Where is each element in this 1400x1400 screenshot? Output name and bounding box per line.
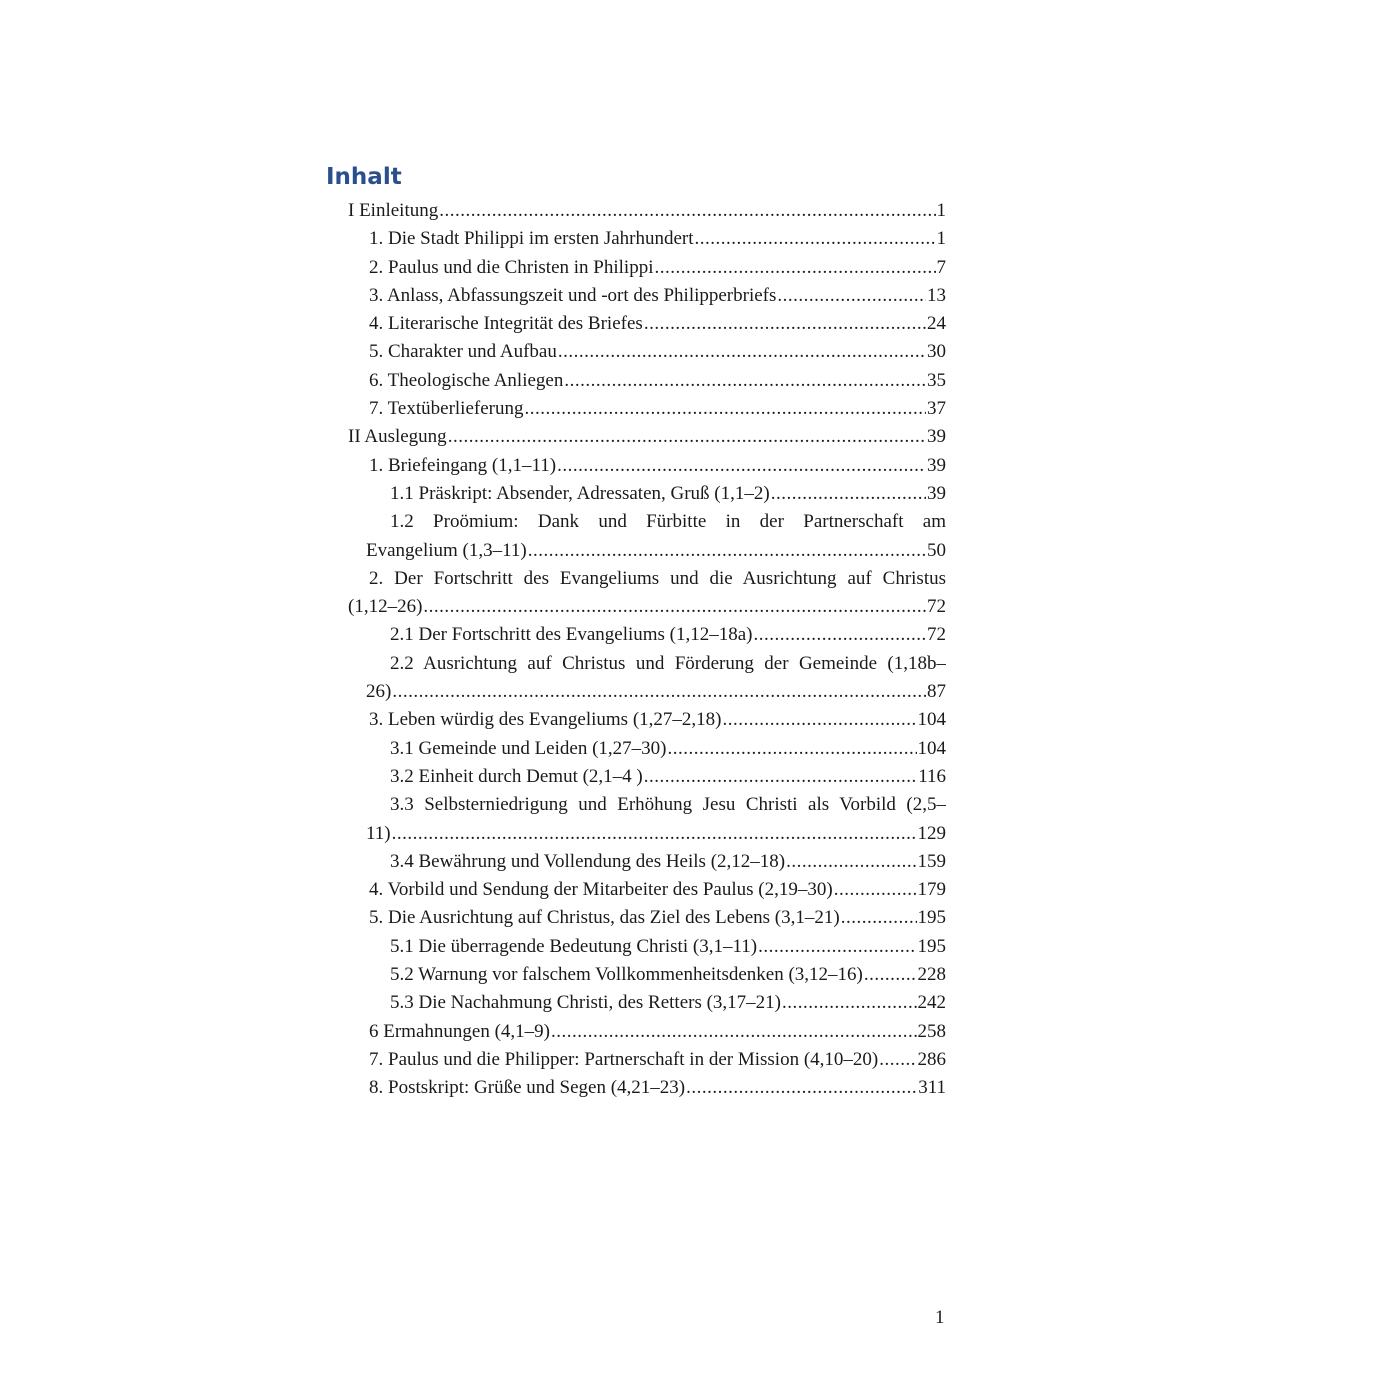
toc-entry-label: 6. Theologische Anliegen: [369, 369, 564, 391]
toc-leader-dots: [758, 933, 916, 961]
toc-entry-page: 242: [917, 992, 946, 1014]
toc-entry-label: 1. Die Stadt Philippi im ersten Jahrhundert: [369, 228, 694, 250]
toc-leader-dots: [439, 197, 935, 225]
toc-entry-page: 195: [917, 935, 946, 957]
toc-entry[interactable]: [348, 452, 946, 480]
toc-leader-dots: [654, 254, 935, 282]
toc-entry-page: 39: [927, 482, 946, 504]
toc-leader-dots: [786, 848, 916, 876]
toc-entry[interactable]: [348, 933, 946, 961]
toc-entry-page: 37: [927, 398, 946, 420]
toc-entry-label: I Einleitung: [348, 200, 439, 221]
toc-leader-dots: [667, 735, 916, 763]
toc-entry[interactable]: [348, 423, 946, 451]
toc-entry-page: 104: [917, 709, 946, 731]
toc-entry-label: 2. Paulus und die Christen in Philippi: [369, 256, 654, 278]
page-number: 1: [935, 1307, 945, 1328]
toc-entry-label-line2: 26): [366, 681, 392, 703]
toc-entry-label: 4. Vorbild und Sendung der Mitarbeiter des Paulus (2,19–30): [369, 879, 833, 901]
toc-entry[interactable]: [348, 650, 946, 707]
toc-entry-label: 5. Die Ausrichtung auf Christus, das Ziel des Lebens (3,1–21): [369, 907, 840, 929]
toc-entry-label: 1. Briefeingang (1,1–11): [369, 454, 557, 476]
toc-entry-page: 35: [927, 369, 946, 391]
toc-entry-page: 50: [927, 539, 946, 561]
toc-entry-page: 72: [927, 596, 946, 618]
toc-entry[interactable]: [348, 1018, 946, 1046]
toc-entry[interactable]: [348, 961, 946, 989]
toc-entry[interactable]: [348, 225, 946, 253]
toc-leader-dots: [841, 904, 917, 932]
toc-entry-page: 1: [936, 200, 946, 221]
toc-entry-page: 87: [927, 681, 946, 703]
toc-entry-label: 7. Paulus und die Philipper: Partnerschaft in der Mission (4,10–20): [369, 1048, 879, 1070]
toc-entry-page: 24: [927, 313, 946, 335]
toc-entry[interactable]: [348, 791, 946, 848]
toc-entry[interactable]: [348, 282, 946, 310]
toc-entry[interactable]: [348, 367, 946, 395]
toc-entry-label: 5.1 Die überragende Bedeutung Christi (3,1–11): [390, 935, 758, 957]
toc-entry-label-line2: 11): [366, 822, 391, 844]
toc-entry-label-line2: Evangelium (1,3–11): [366, 539, 527, 561]
toc-leader-dots: [392, 820, 917, 848]
toc-entry[interactable]: [348, 876, 946, 904]
toc-entry[interactable]: [348, 197, 946, 225]
toc-entry-page: 159: [917, 850, 946, 872]
toc-entry[interactable]: [348, 565, 946, 622]
toc-entry[interactable]: [348, 254, 946, 282]
toc-entry-page: 195: [917, 907, 946, 929]
toc-entry-page: 129: [917, 822, 946, 844]
toc-leader-dots: [551, 1018, 917, 1046]
toc-entry-label: 7. Textüberlieferung: [369, 398, 524, 420]
toc-entry-label: 3.1 Gemeinde und Leiden (1,27–30): [390, 737, 667, 759]
toc-entry[interactable]: [348, 508, 946, 565]
toc-entry-page: 228: [917, 964, 946, 986]
toc-entry[interactable]: [348, 904, 946, 932]
toc-leader-dots: [448, 423, 926, 451]
toc-leader-dots: [423, 593, 926, 621]
toc-entry-label: 3.4 Bewährung und Vollendung des Heils (2,12–18): [390, 850, 786, 872]
toc-entry[interactable]: [348, 1046, 946, 1074]
toc-leader-dots: [644, 310, 926, 338]
toc-entry-page: 39: [927, 454, 946, 476]
toc-entry-label: 2.1 Der Fortschritt des Evangeliums (1,12–18a): [390, 624, 753, 646]
toc-entry[interactable]: [348, 735, 946, 763]
toc-leader-dots: [525, 395, 927, 423]
toc-leader-dots: [782, 989, 916, 1017]
toc-entry-label: 6 Ermahnungen (4,1–9): [369, 1020, 550, 1042]
toc-entry[interactable]: [348, 338, 946, 366]
toc-entry-page: 179: [917, 879, 946, 901]
toc-leader-dots: [754, 621, 926, 649]
toc-leader-dots: [557, 452, 926, 480]
toc-leader-dots: [686, 1074, 917, 1102]
toc-entry-label-line1: 2.2 Ausrichtung auf Christus und Förderung der Gemeinde (1,18b–: [390, 652, 946, 674]
toc-entry[interactable]: [348, 310, 946, 338]
toc-leader-dots: [695, 225, 936, 253]
toc-leader-dots: [834, 876, 917, 904]
toc-leader-dots: [777, 282, 926, 310]
toc-entry-label: 3. Anlass, Abfassungszeit und -ort des Philipperbriefs: [369, 284, 777, 306]
toc-entry-label: 5.3 Die Nachahmung Christi, des Retters (3,17–21): [390, 992, 782, 1014]
toc-entry-label: 3.2 Einheit durch Demut (2,1–4 ): [390, 765, 643, 787]
toc-leader-dots: [771, 480, 926, 508]
toc-entry[interactable]: [348, 621, 946, 649]
toc-entry[interactable]: [348, 706, 946, 734]
toc-entry-label: 5. Charakter und Aufbau: [369, 341, 557, 363]
toc-leader-dots: [722, 706, 916, 734]
toc-entry-page: 7: [936, 256, 946, 278]
toc-entry[interactable]: [348, 763, 946, 791]
toc-entry[interactable]: [348, 1074, 946, 1102]
toc-entry-label: 8. Postskript: Grüße und Segen (4,21–23): [369, 1077, 686, 1099]
toc-entry-label: 1.1 Präskript: Absender, Adressaten, Gruß (1,1–2): [390, 482, 770, 504]
toc-entry[interactable]: [348, 989, 946, 1017]
toc-entry-label: 3. Leben würdig des Evangeliums (1,27–2,18): [369, 709, 722, 731]
toc-entry-label: 5.2 Warnung vor falschem Vollkommenheitsdenken (3,12–16): [390, 964, 863, 986]
toc-entry-page: 104: [917, 737, 946, 759]
toc-entry-page: 311: [918, 1077, 946, 1099]
toc-leader-dots: [392, 678, 926, 706]
toc-entry-label-line1: 2. Der Fortschritt des Evangeliums und die Ausrichtung auf Christus: [369, 567, 946, 589]
toc-entry-page: 72: [927, 624, 946, 646]
toc-entry-page: 116: [918, 765, 946, 787]
toc-entry-page: 39: [927, 426, 946, 448]
toc-entry[interactable]: [348, 395, 946, 423]
toc-entry[interactable]: [348, 480, 946, 508]
toc-entry-label-line1: 3.3 Selbsterniedrigung und Erhöhung Jesu Christi als Vorbild (2,5–: [390, 794, 946, 816]
toc-entry[interactable]: [348, 848, 946, 876]
toc-leader-dots: [528, 537, 926, 565]
toc-entry-page: 286: [917, 1048, 946, 1070]
toc-entry-label: 4. Literarische Integrität des Briefes: [369, 313, 643, 335]
toc-entry-page: 30: [927, 341, 946, 363]
toc-entry-label: II Auslegung: [348, 426, 447, 448]
toc-leader-dots: [564, 367, 926, 395]
toc-leader-dots: [864, 961, 917, 989]
toc-entry-label-line2: (1,12–26): [348, 596, 423, 618]
toc-entry-page: 13: [927, 284, 946, 306]
table-of-contents: [348, 197, 946, 1103]
toc-entry-label-line1: 1.2 Proömium: Dank und Fürbitte in der Partnerschaft am: [390, 511, 946, 533]
toc-entry-page: 258: [917, 1020, 946, 1042]
toc-leader-dots: [879, 1046, 916, 1074]
toc-entry-page: 1: [936, 228, 946, 250]
toc-leader-dots: [644, 763, 917, 791]
toc-leader-dots: [558, 338, 926, 366]
page-title: Inhalt: [326, 164, 402, 190]
